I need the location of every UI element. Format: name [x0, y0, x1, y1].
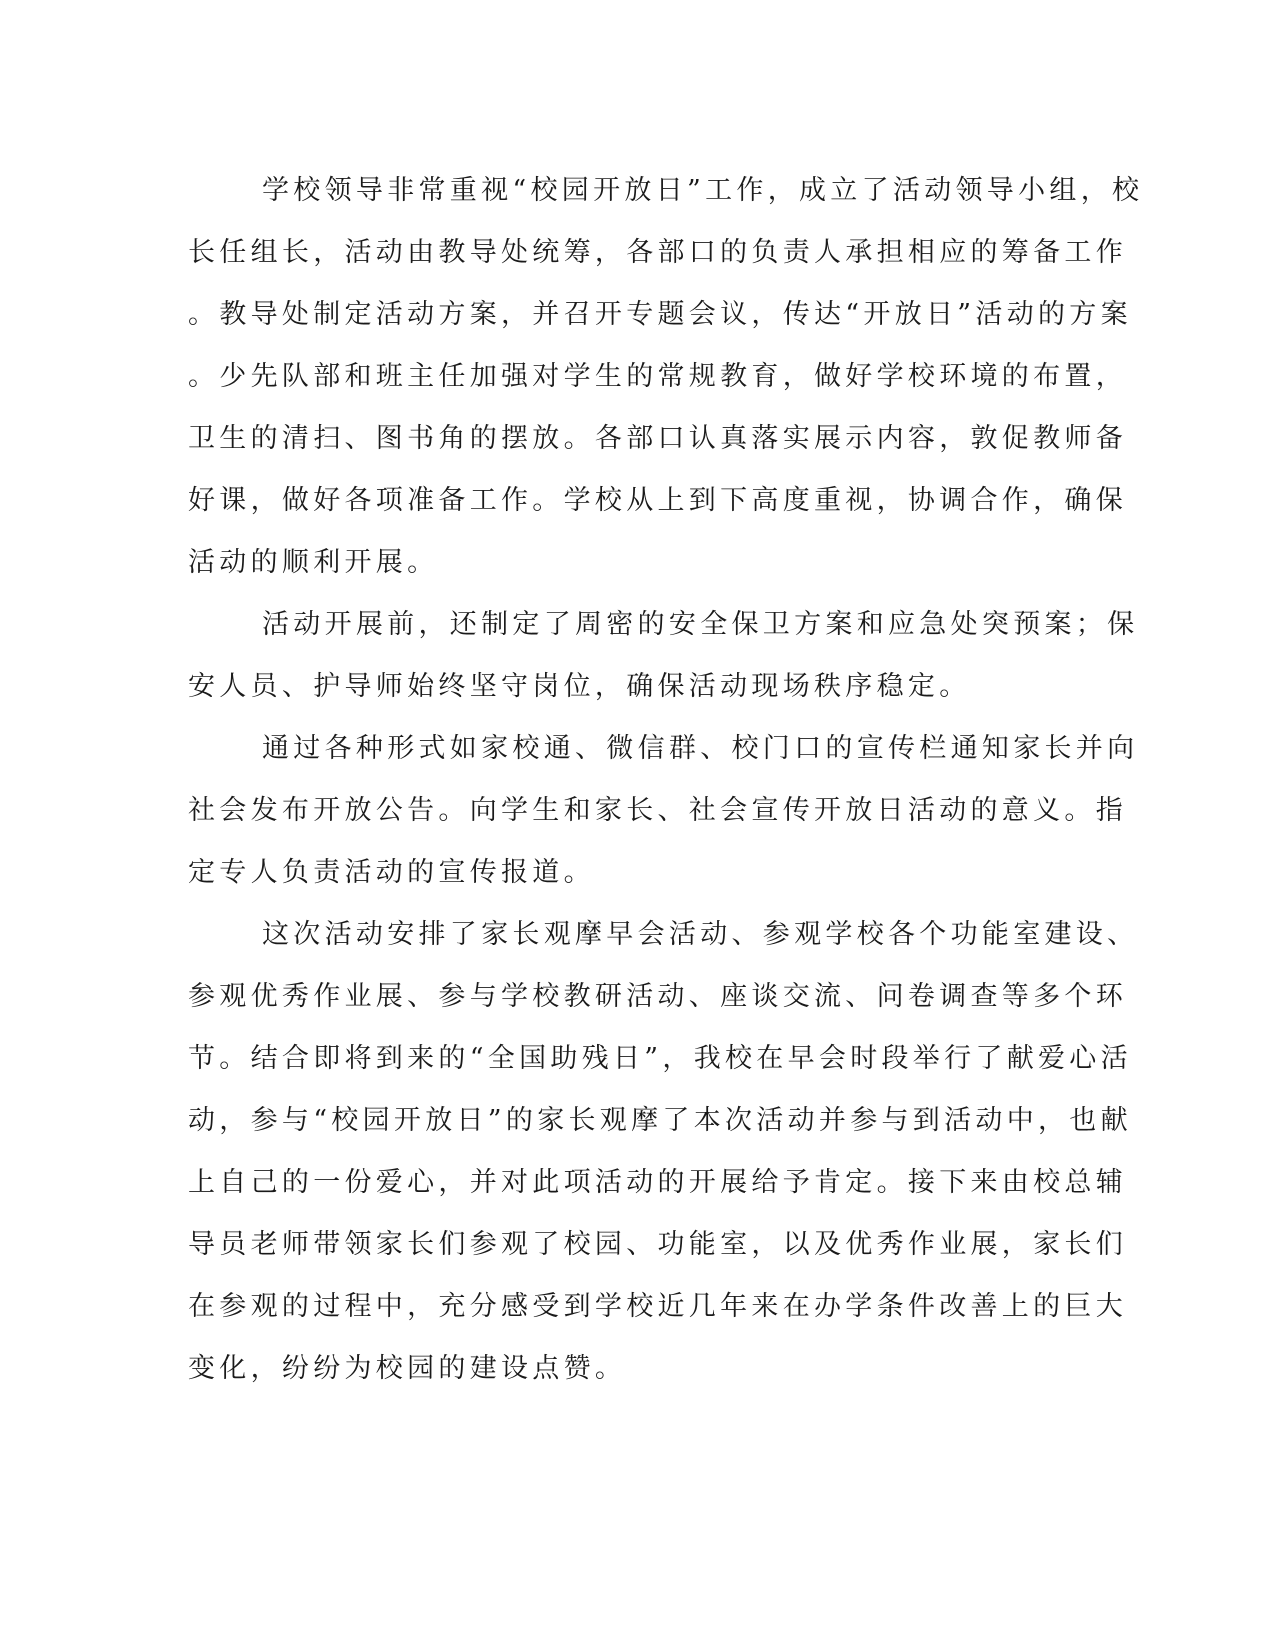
text-line: 这次活动安排了家长观摩早会活动、参观学校各个功能室建设、 [262, 919, 1139, 950]
text-line: 参观优秀作业展、参与学校教研活动、座谈交流、问卷调查等多个环 [188, 981, 1127, 1012]
text-line: 动，参与“校园开放日”的家长观摩了本次活动并参与到活动中，也献 [188, 1105, 1132, 1136]
text-line: 导员老师带领家长们参观了校园、功能室，以及优秀作业展，家长们 [188, 1229, 1127, 1260]
text-line: 好课，做好各项准备工作。学校从上到下高度重视，协调合作，确保 [188, 485, 1127, 516]
text-line: 长任组长，活动由教导处统筹，各部口的负责人承担相应的筹备工作 [188, 237, 1127, 268]
text-line: 学校领导非常重视“校园开放日”工作，成立了活动领导小组，校 [262, 175, 1144, 206]
text-line: 安人员、护导师始终坚守岗位，确保活动现场秩序稳定。 [188, 671, 971, 702]
text-line: 。教导处制定活动方案，并召开专题会议，传达“开放日”活动的方案 [188, 299, 1132, 330]
text-line: 定专人负责活动的宣传报道。 [188, 857, 595, 888]
text-line: 在参观的过程中，充分感受到学校近几年来在办学条件改善上的巨大 [188, 1291, 1127, 1322]
text-line: 变化，纷纷为校园的建设点赞。 [188, 1353, 627, 1384]
paragraph [188, 160, 1144, 594]
text-line: 。少先队部和班主任加强对学生的常规教育，做好学校环境的布置， [188, 361, 1127, 392]
text-line: 节。结合即将到来的“全国助残日”，我校在早会时段举行了献爱心活 [188, 1043, 1132, 1074]
text-line: 通过各种形式如家校通、微信群、校门口的宣传栏通知家长并向 [262, 733, 1139, 764]
text-line: 活动开展前，还制定了周密的安全保卫方案和应急处突预案；保 [262, 609, 1139, 640]
paragraph [188, 594, 1139, 718]
paragraph [188, 718, 1139, 904]
paragraph [188, 904, 1139, 1400]
text-line: 社会发布开放公告。向学生和家长、社会宣传开放日活动的意义。指 [188, 795, 1127, 826]
text-line: 活动的顺利开展。 [188, 547, 439, 578]
text-line: 卫生的清扫、图书角的摆放。各部口认真落实展示内容，敦促教师备 [188, 423, 1127, 454]
document-body [188, 160, 1144, 1400]
text-line: 上自己的一份爱心，并对此项活动的开展给予肯定。接下来由校总辅 [188, 1167, 1127, 1198]
